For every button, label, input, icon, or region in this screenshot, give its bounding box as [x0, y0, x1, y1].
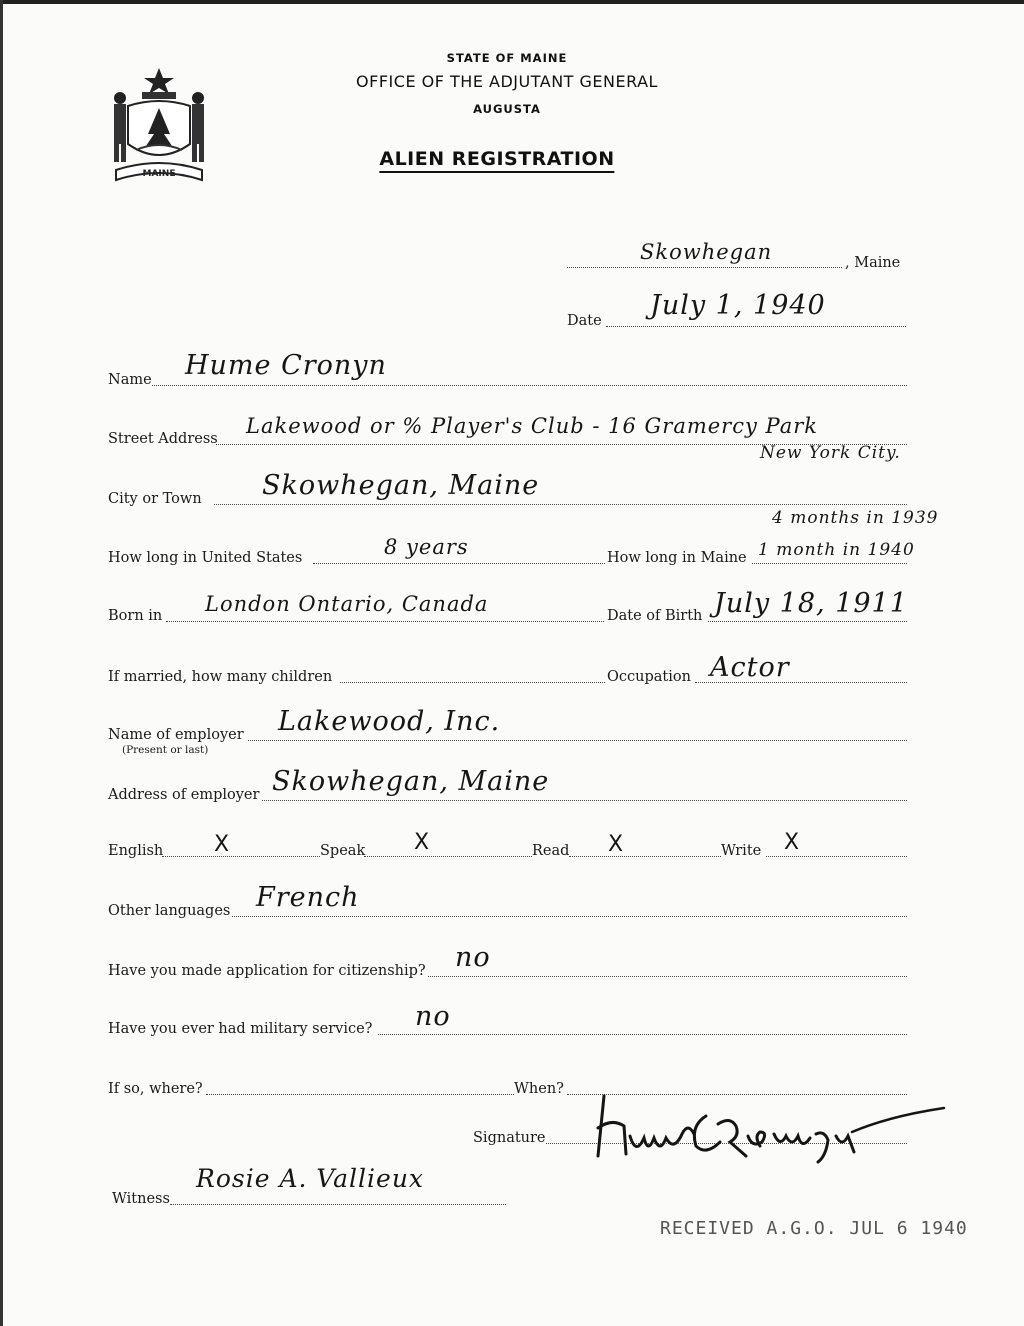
date-label: Date	[567, 313, 602, 329]
street-address-label: Street Address	[108, 431, 218, 447]
employer-line	[248, 740, 907, 741]
city-or-town-value: Skowhegan, Maine	[262, 470, 540, 501]
seal-banner-text: MAINE	[142, 169, 176, 179]
citizenship-value: no	[455, 942, 491, 973]
where-line	[206, 1094, 514, 1095]
read-label: Read	[532, 843, 570, 859]
street-address-value: Lakewood or % Player's Club - 16 Gramercy Park	[246, 414, 818, 438]
name-line	[152, 385, 907, 386]
write-line	[766, 856, 907, 857]
date-line	[606, 326, 906, 327]
where-label: If so, where?	[108, 1081, 203, 1097]
maine-state-seal-icon	[108, 66, 210, 188]
other-languages-label: Other languages	[108, 903, 231, 919]
military-label: Have you ever had military service?	[108, 1021, 373, 1037]
citizenship-line	[428, 976, 907, 977]
english-label: English	[108, 843, 164, 859]
read-line	[569, 856, 721, 857]
occupation-value: Actor	[710, 652, 790, 683]
signature-label: Signature	[473, 1130, 546, 1146]
name-value: Hume Cronyn	[185, 350, 387, 381]
page-border-top	[0, 0, 1024, 4]
date-of-birth-label: Date of Birth	[607, 608, 703, 624]
employer-sublabel: (Present or last)	[122, 744, 209, 756]
how-long-maine-label: How long in Maine	[607, 550, 747, 566]
children-label: If married, how many children	[108, 669, 333, 685]
received-stamp: RECEIVED A.G.O. JUL 6 1940	[660, 1218, 968, 1239]
english-line	[162, 856, 320, 857]
write-mark: X	[784, 830, 801, 855]
how-long-us-line	[313, 563, 605, 564]
read-mark: X	[608, 832, 625, 857]
occupation-label: Occupation	[607, 669, 691, 685]
military-value: no	[415, 1001, 451, 1032]
speak-mark: X	[414, 830, 431, 855]
military-line	[378, 1034, 907, 1035]
name-label: Name	[108, 372, 152, 388]
how-long-us-value: 8 years	[384, 535, 469, 559]
place-line	[567, 267, 842, 268]
english-mark: X	[214, 832, 231, 857]
employer-address-label: Address of employer	[108, 787, 260, 803]
how-long-maine-line	[752, 563, 907, 564]
date-of-birth-line	[708, 621, 907, 622]
children-line	[340, 682, 605, 683]
place-label: , Maine	[845, 255, 901, 271]
other-languages-line	[232, 916, 907, 917]
place-value: Skowhegan	[640, 240, 773, 264]
when-label: When?	[514, 1081, 564, 1097]
speak-label: Speak	[320, 843, 366, 859]
page-border-left	[0, 0, 3, 1326]
street-address-value-line2: New York City.	[760, 443, 901, 463]
speak-line	[364, 856, 532, 857]
employer-address-value: Skowhegan, Maine	[272, 766, 550, 797]
employer-address-line	[262, 800, 907, 801]
citizenship-label: Have you made application for citizenship?	[108, 963, 426, 979]
city-or-town-label: City or Town	[108, 491, 202, 507]
other-languages-value: French	[256, 882, 360, 913]
born-in-line	[166, 621, 604, 622]
employer-label: Name of employer	[108, 727, 244, 743]
witness-label: Witness	[112, 1191, 170, 1207]
witness-line	[170, 1204, 506, 1205]
how-long-us-label: How long in United States	[108, 550, 303, 566]
date-value: July 1, 1940	[650, 290, 826, 321]
how-long-maine-value-1: 4 months in 1939	[772, 508, 939, 528]
signature-handwriting-icon	[590, 1076, 950, 1166]
witness-value: Rosie A. Vallieux	[196, 1164, 425, 1193]
date-of-birth-value: July 18, 1911	[714, 588, 908, 619]
city-or-town-line	[214, 504, 907, 505]
how-long-maine-value-2: 1 month in 1940	[758, 540, 915, 560]
write-label: Write	[721, 843, 762, 859]
born-in-label: Born in	[108, 608, 163, 624]
employer-value: Lakewood, Inc.	[278, 706, 501, 737]
born-in-value: London Ontario, Canada	[205, 592, 489, 616]
